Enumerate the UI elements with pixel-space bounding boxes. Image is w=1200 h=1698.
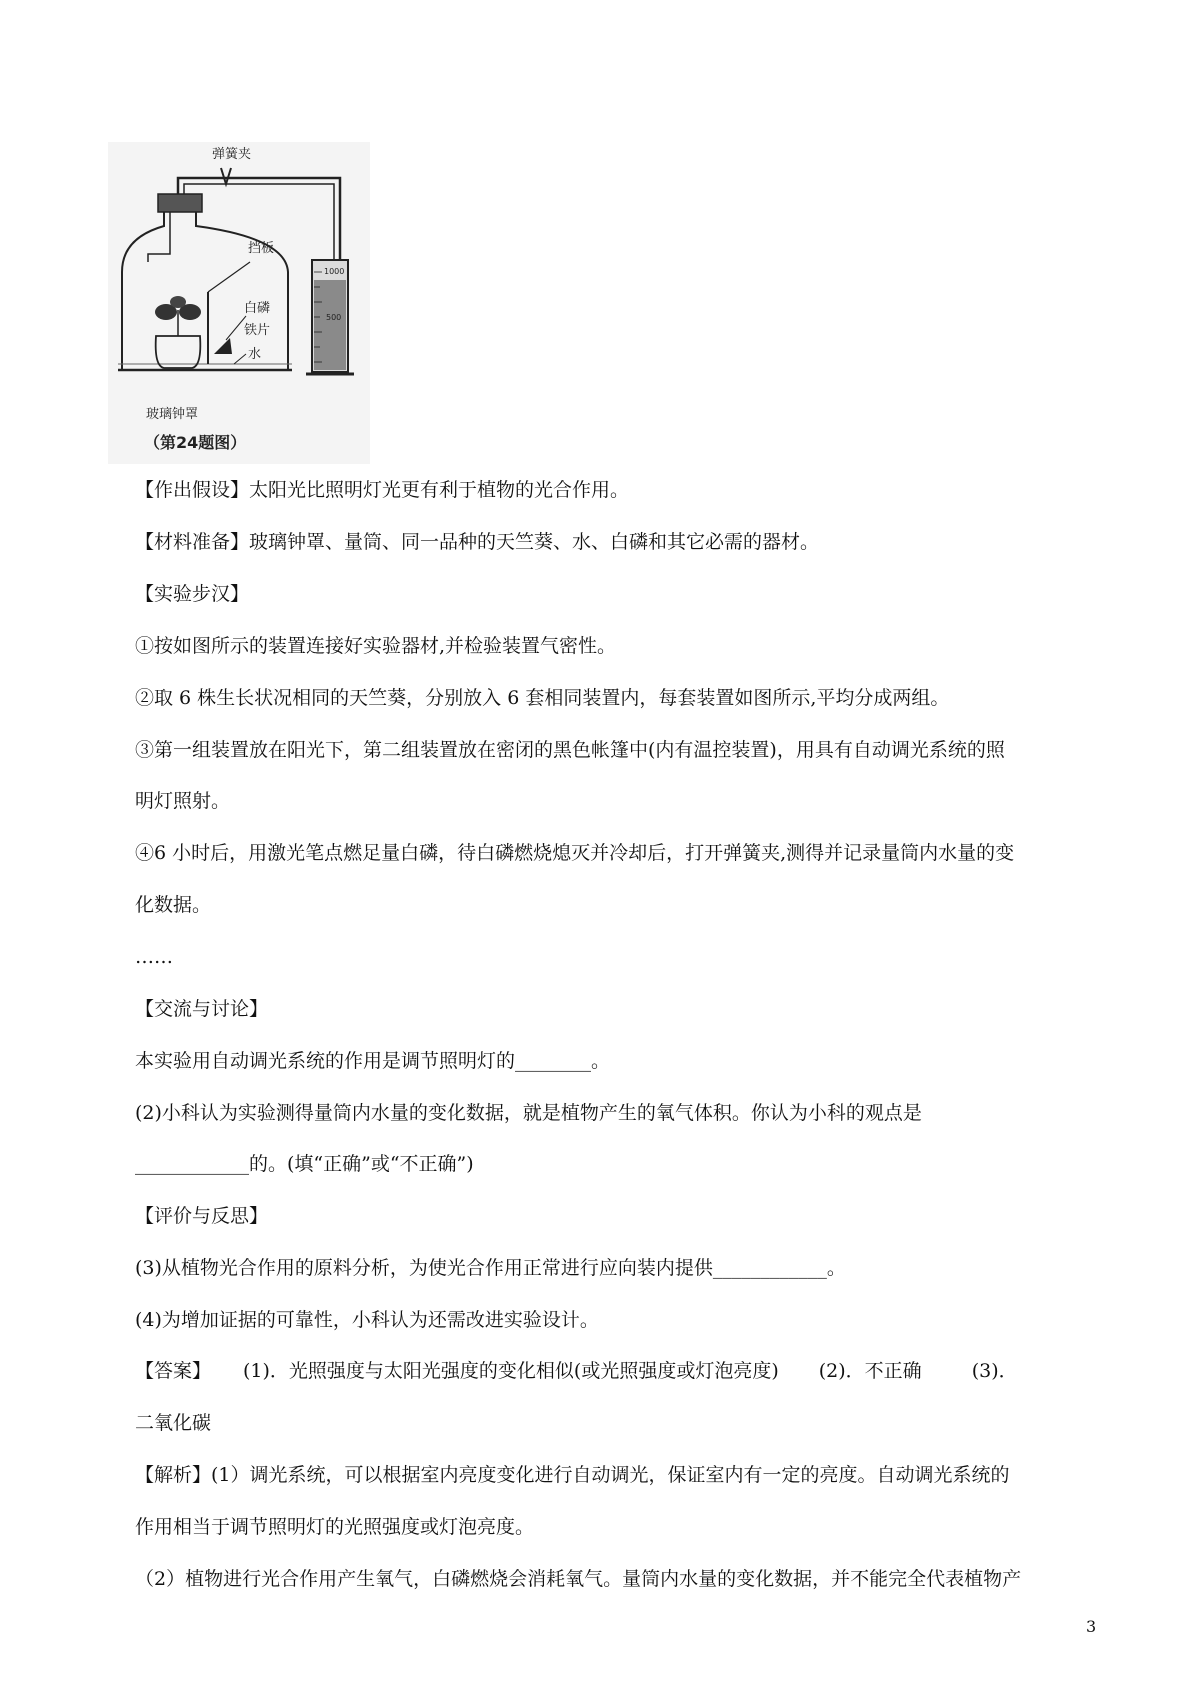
question-2-line-1: (2)小科认为实验测得量筒内水量的变化数据，就是植物产生的氧气体积。你认为小科的观点是 (135, 1102, 922, 1124)
step-4-line-1: ④6 小时后，用激光笔点燃足量白磷，待白磷燃烧熄灭并冷却后，打开弹簧夹,测得并记录量筒内水量的变 (135, 842, 1015, 864)
question-2-line-2: ____________的。(填“正确”或“不正确”) (135, 1153, 474, 1175)
step-2: ②取 6 株生长状况相同的天竺葵，分别放入 6 套相同装置内，每套装置如图所示,平均分成两组。 (135, 687, 950, 709)
figure-caption: （第24题图） (144, 433, 247, 452)
question-3: (3)从植物光合作用的原料分析，为使光合作用正常进行应向装内提供____________。 (135, 1257, 846, 1279)
analysis-2-line-1: （2）植物进行光合作用产生氧气，白磷燃烧会消耗氧气。量筒内水量的变化数据，并不能完全代表植物产 (135, 1568, 1022, 1590)
white-phosphorus-label: 白磷 (244, 301, 271, 316)
answer-3: (3)． (971, 1360, 1018, 1382)
apparatus-diagram (108, 142, 370, 464)
experiment-figure (108, 142, 370, 464)
glass-bell-label: 玻璃钟罩 (146, 407, 199, 422)
evaluation-heading: 【评价与反思】 (135, 1205, 269, 1227)
analysis-1-line-1: 【解析】(1）调光系统，可以根据室内亮度变化进行自动调光，保证室内有一定的亮度。自动调光系统的 (135, 1464, 1010, 1486)
question-4: (4)为增加证据的可靠性，小科认为还需改进实验设计。 (135, 1309, 599, 1331)
cylinder-mark-mid: 500 (326, 313, 342, 322)
step-3-line-2: 明灯照射。 (135, 790, 231, 812)
page-number: 3 (1086, 1617, 1097, 1636)
ellipsis: …… (135, 946, 173, 968)
analysis-1-line-2: 作用相当于调节照明灯的光照强度或灯泡亮度。 (135, 1516, 535, 1538)
baffle-label: 挡板 (248, 241, 275, 256)
answer-label: 【答案】 (135, 1360, 212, 1382)
hypothesis-line: 【作出假设】太阳光比照明灯光更有利于植物的光合作用。 (135, 479, 630, 501)
spring-clip-label: 弹簧夹 (212, 147, 252, 162)
answer-2: (2)．不正确 (818, 1360, 922, 1382)
iron-sheet-label: 铁片 (244, 323, 271, 338)
discussion-heading: 【交流与讨论】 (135, 998, 269, 1020)
answer-1: (1)．光照强度与太阳光强度的变化相似(或光照强度或灯泡亮度) (243, 1360, 779, 1382)
cylinder-mark-top: 1000 (324, 267, 345, 276)
water-label: 水 (248, 347, 262, 362)
answer-3-value: 二氧化碳 (135, 1412, 212, 1434)
materials-line: 【材料准备】玻璃钟罩、量筒、同一品种的天竺葵、水、白磷和其它必需的器材。 (135, 531, 820, 553)
step-3-line-1: ③第一组装置放在阳光下，第二组装置放在密闭的黑色帐篷中(内有温控装置)，用具有自动调光系统的照 (135, 739, 1005, 761)
question-1: 本实验用自动调光系统的作用是调节照明灯的________。 (135, 1050, 611, 1072)
steps-heading: 【实验步汉】 (135, 583, 250, 605)
step-1: ①按如图所示的装置连接好实验器材,并检验装置气密性。 (135, 635, 617, 657)
answer-line (135, 1359, 1018, 1383)
step-4-line-2: 化数据。 (135, 894, 212, 916)
